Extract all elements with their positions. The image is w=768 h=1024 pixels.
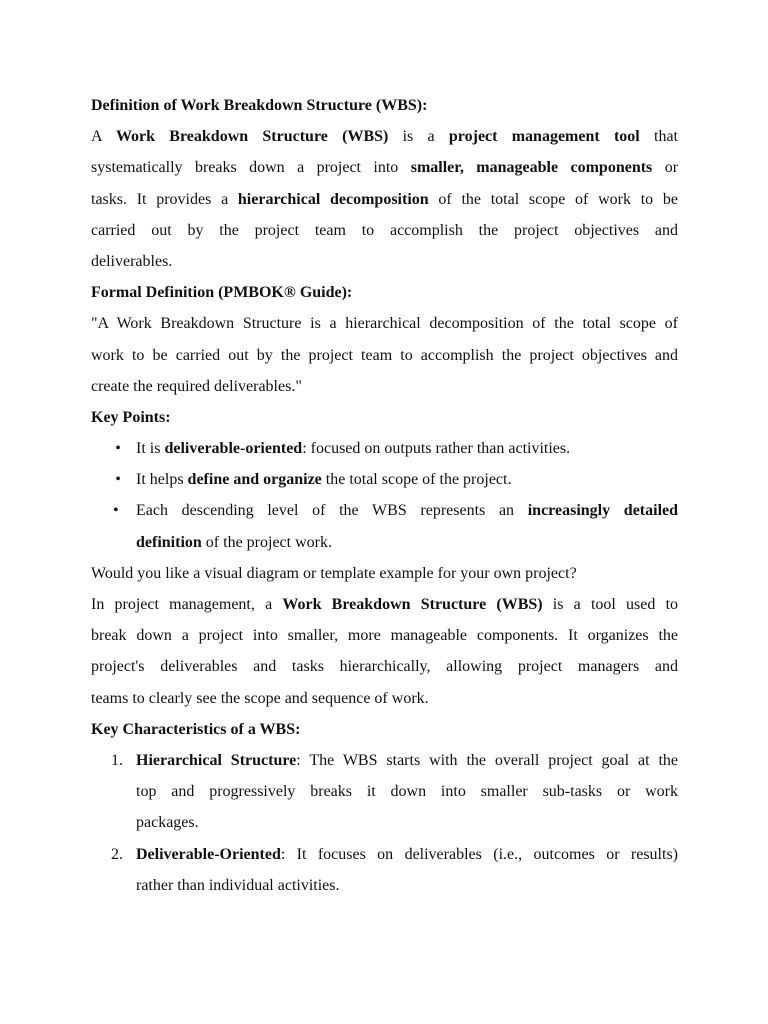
numbered-item: 1. Hierarchical Structure: The WBS starts with the overall project goal at the	[91, 745, 678, 776]
list-number: 1.	[111, 751, 123, 769]
bullet-icon: •	[115, 471, 121, 489]
paragraph-line: systematically breaks down a project into smaller, manageable components or	[91, 159, 678, 177]
bullet-item: • Each descending level of the WBS represents an increasingly detailed	[91, 495, 678, 526]
paragraph-line: project's deliverables and tasks hierarchically, allowing project managers and	[91, 658, 678, 676]
heading-key-points: Key Points:	[91, 408, 171, 426]
numbered-item-continuation: packages.	[136, 814, 199, 832]
paragraph-line: tasks. It provides a hierarchical decomposition of the total scope of work to be	[91, 190, 678, 208]
paragraph-line: A Work Breakdown Structure (WBS) is a project management tool that	[91, 128, 678, 146]
numbered-item: 2. Deliverable-Oriented: It focuses on deliverables (i.e., outcomes or results)	[91, 839, 678, 870]
bullet-icon: •	[115, 440, 121, 458]
paragraph-line: teams to clearly see the scope and sequence of work.	[91, 689, 429, 707]
document-page	[91, 90, 678, 901]
quote-line: work to be carried out by the project team to accomplish the project objectives and	[91, 346, 678, 364]
paragraph-line: break down a project into smaller, more manageable components. It organizes the	[91, 627, 678, 645]
quote-line: create the required deliverables."	[91, 377, 302, 395]
bullet-item-continuation: definition of the project work.	[136, 533, 332, 551]
numbered-item-continuation: top and progressively breaks it down into smaller sub-tasks or work	[136, 783, 678, 801]
heading-definition: Definition of Work Breakdown Structure (WBS):	[91, 97, 428, 114]
numbered-item-continuation: rather than individual activities.	[136, 876, 340, 894]
list-number: 2.	[111, 845, 123, 863]
bullet-item: • It is deliverable-oriented: focused on outputs rather than activities.	[91, 433, 678, 464]
bullet-icon: •	[113, 502, 119, 520]
paragraph-line: carried out by the project team to accomplish the project objectives and	[91, 221, 678, 239]
heading-key-characteristics: Key Characteristics of a WBS:	[91, 720, 301, 738]
question-line: Would you like a visual diagram or template example for your own project?	[91, 564, 577, 582]
heading-formal-definition: Formal Definition (PMBOK® Guide):	[91, 284, 353, 302]
paragraph-line: In project management, a Work Breakdown Structure (WBS) is a tool used to	[91, 596, 678, 613]
bullet-item: • It helps define and organize the total scope of the project.	[91, 464, 678, 495]
paragraph-line: deliverables.	[91, 252, 173, 270]
quote-line: "A Work Breakdown Structure is a hierarchical decomposition of the total scope of	[91, 315, 678, 333]
